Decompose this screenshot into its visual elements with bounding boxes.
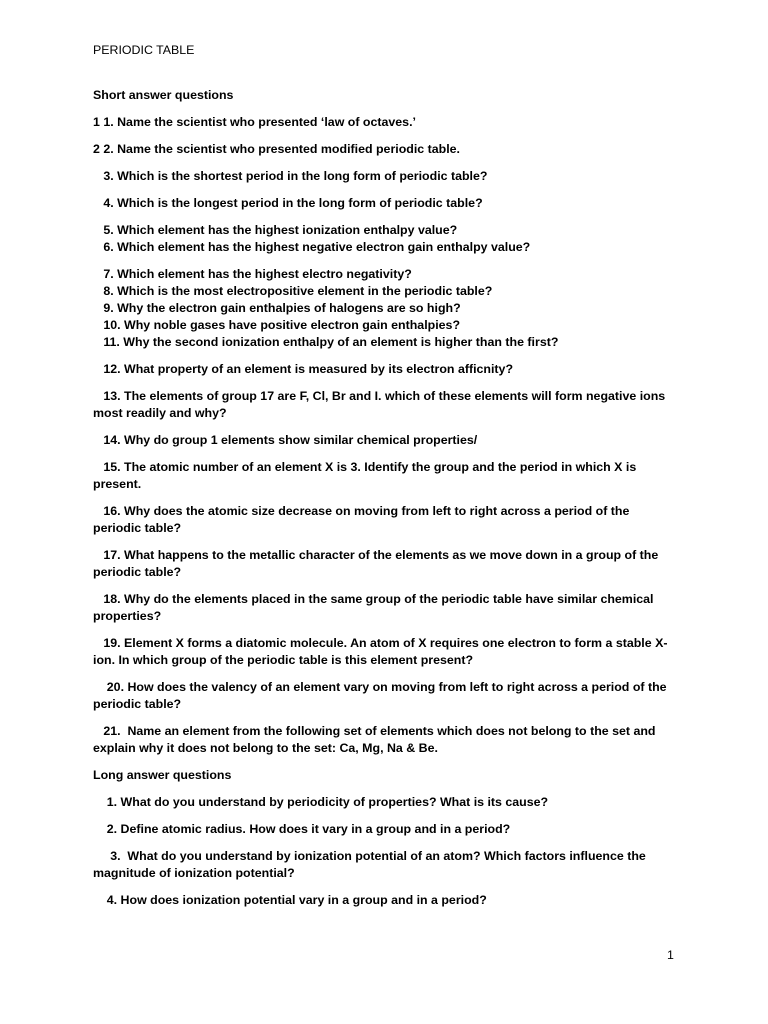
question-long-4: 4. How does ionization potential vary in a group and in a period? [93, 893, 487, 907]
question-short-14: 14. Why do group 1 elements show similar chemical properties/ [93, 433, 478, 447]
question-short-21: 21. Name an element from the following set of elements which does not belong to the set and explain why it does not belong to the set: Ca, Mg, Na & Be. [93, 724, 659, 755]
question-short-9: 9. Why the electron gain enthalpies of halogens are so high? [93, 301, 461, 315]
question-short-15: 15. The atomic number of an element X is 3. Identify the group and the period in which X is present. [93, 460, 640, 491]
question-long-1: 1. What do you understand by periodicity of properties? What is its cause? [93, 795, 549, 809]
question-long-3: 3. What do you understand by ionization potential of an atom? Which factors influence the magnitude of ionization potential? [93, 849, 650, 880]
question-short-3: 3. Which is the shortest period in the long form of periodic table? [93, 169, 488, 183]
question-short-17: 17. What happens to the metallic character of the elements as we move down in a group of the periodic table? [93, 548, 662, 579]
question-short-20: 20. How does the valency of an element vary on moving from left to right across a period of the periodic table? [93, 680, 670, 711]
question-short-5: 5. Which element has the highest ionization enthalpy value? [93, 223, 458, 237]
question-short-13: 13. The elements of group 17 are F, Cl, Br and I. which of these elements will form negative ions most readily and why? [93, 389, 669, 420]
question-short-6: 6. Which element has the highest negative electron gain enthalpy value? [93, 240, 531, 254]
page-number: 1 [667, 948, 674, 962]
question-short-4: 4. Which is the longest period in the long form of periodic table? [93, 196, 483, 210]
question-short-11: 11. Why the second ionization enthalpy of an element is higher than the first? [93, 335, 559, 349]
question-short-1: 1 1. Name the scientist who presented ‘law of octaves.’ [93, 115, 416, 129]
document-page [93, 42, 678, 919]
short-answer-heading: Short answer questions [93, 88, 234, 102]
question-short-10: 10. Why noble gases have positive electron gain enthalpies? [93, 318, 461, 332]
question-short-7: 7. Which element has the highest electro negativity? [93, 267, 412, 281]
question-short-16: 16. Why does the atomic size decrease on moving from left to right across a period of the periodic table? [93, 504, 633, 535]
long-answer-heading: Long answer questions [93, 768, 232, 782]
question-short-8: 8. Which is the most electropositive element in the periodic table? [93, 284, 493, 298]
question-short-2: 2 2. Name the scientist who presented modified periodic table. [93, 142, 460, 156]
question-short-18: 18. Why do the elements placed in the same group of the periodic table have similar chemical properties? [93, 592, 657, 623]
question-short-19: 19. Element X forms a diatomic molecule. An atom of X requires one electron to form a stable X-ion. In which group of the periodic table is this element present? [93, 636, 668, 667]
question-short-12: 12. What property of an element is measured by its electron afficnity? [93, 362, 514, 376]
document-title: PERIODIC TABLE [93, 43, 195, 57]
question-long-2: 2. Define atomic radius. How does it vary in a group and in a period? [93, 822, 511, 836]
